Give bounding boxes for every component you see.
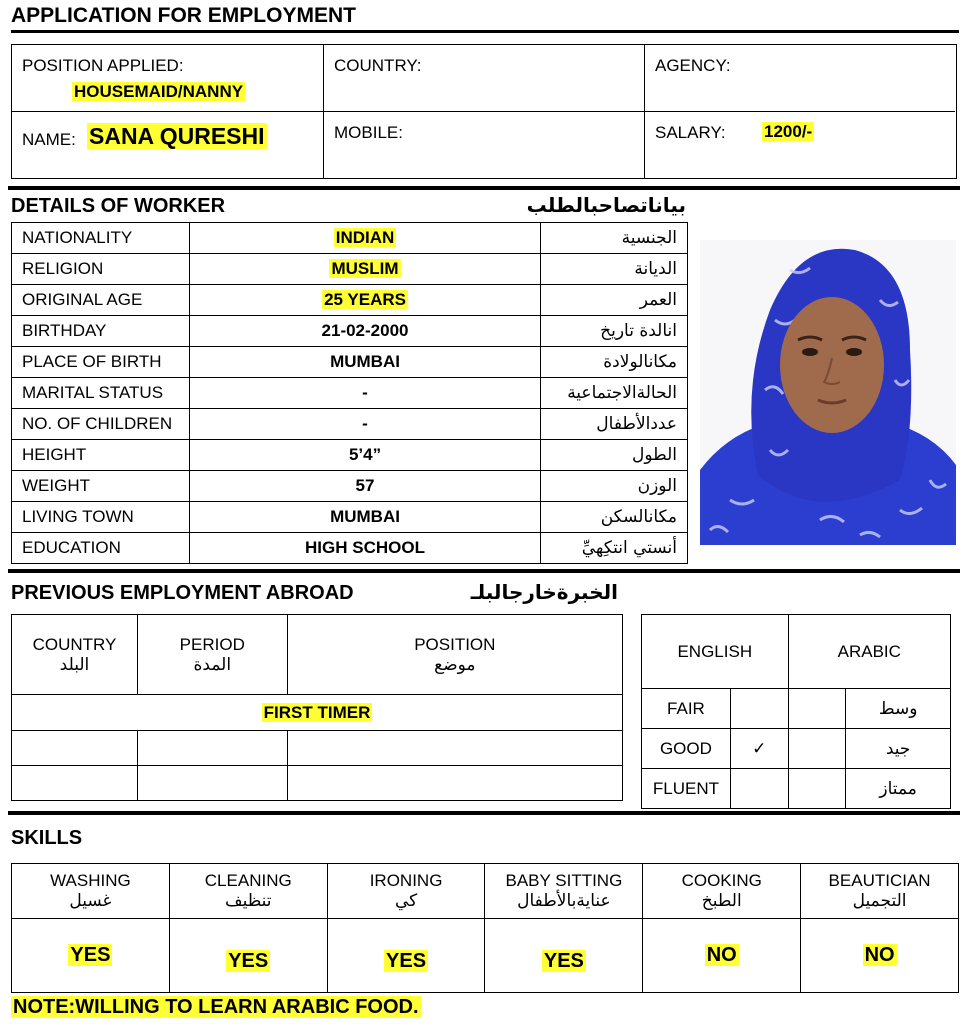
col-period-label: PERIOD [179,634,245,654]
country-label: COUNTRY: [334,56,422,75]
detail-value: - [362,414,368,433]
mobile-label: MOBILE: [334,123,403,142]
detail-value-cell [189,223,540,254]
detail-label-ar: الطول [541,440,688,471]
skill-header [801,864,959,919]
detail-label: RELIGION [12,254,190,285]
empty-cell [12,731,138,766]
salary-value: 1200/- [764,122,813,141]
table-row [12,440,688,471]
arabic-level: جيد [846,729,951,769]
name-label: NAME: [22,130,76,149]
details-title: DETAILS OF WORKER [11,195,226,217]
detail-value-cell [189,440,540,471]
detail-label: EDUCATION [12,533,190,564]
skill-name-ar: تنظيف [224,891,272,911]
detail-value: 21-02-2000 [321,321,409,340]
col-period [137,615,287,695]
skill-value: YES [228,949,269,972]
table-row [12,533,688,564]
first-timer-value: FIRST TIMER [263,702,371,722]
arabic-check [788,769,846,809]
skill-value: YES [386,949,427,972]
header-table [11,44,957,179]
detail-label: PLACE OF BIRTH [12,347,190,378]
arabic-level: ممتاز [846,769,951,809]
skill-header [485,864,643,919]
col-period-label-ar: المدة [193,654,232,675]
language-table [641,614,951,809]
col-country [12,615,138,695]
skill-name-ar: كي [394,891,418,911]
detail-label: WEIGHT [12,471,190,502]
divider [8,186,960,190]
detail-value-cell [189,285,540,316]
detail-value-cell [189,533,540,564]
table-row [12,254,688,285]
detail-value-cell [189,409,540,440]
table-row [12,471,688,502]
arabic-check [788,689,846,729]
skill-name: BABY SITTING [505,871,623,890]
arabic-header: ARABIC [788,615,950,689]
empty-cell [137,766,287,801]
english-level: FLUENT [642,769,731,809]
detail-label-ar: عددالأطفال [541,409,688,440]
skill-header [169,864,327,919]
detail-value-cell [189,378,540,409]
english-check [730,769,788,809]
skill-value: NO [864,943,895,966]
arabic-level: وسط [846,689,951,729]
skill-value: YES [543,949,584,972]
skill-name-ar: عنايةبالأطفال [517,891,611,911]
detail-label-ar: العمر [541,285,688,316]
detail-value: - [362,383,368,402]
skill-name: WASHING [50,871,131,890]
empty-cell [12,766,138,801]
previous-employment-table [11,614,623,801]
english-header: ENGLISH [642,615,789,689]
empty-cell [287,731,622,766]
detail-label: HEIGHT [12,440,190,471]
col-position-label: POSITION [414,634,496,654]
skill-value-cell [169,919,327,993]
skills-title: SKILLS [11,827,83,849]
detail-label: BIRTHDAY [12,316,190,347]
col-country-label: COUNTRY [32,634,117,654]
detail-label: MARITAL STATUS [12,378,190,409]
skill-value-cell [801,919,959,993]
skill-value-cell [327,919,485,993]
skill-name: IRONING [369,871,443,890]
detail-value-cell [189,254,540,285]
detail-label-ar: الوزن [541,471,688,502]
detail-value-cell [189,502,540,533]
detail-value: MUSLIM [331,259,399,278]
previous-title-ar: الخبرةخارجالبلـ [470,580,618,604]
note-text: NOTE:WILLING TO LEARN ARABIC FOOD. [13,996,419,1018]
table-row [642,689,951,729]
previous-title: PREVIOUS EMPLOYMENT ABROAD [11,582,354,604]
salary-label: SALARY: [655,123,726,142]
skills-table [11,863,959,993]
detail-value: INDIAN [335,228,395,247]
detail-value-cell [189,347,540,378]
detail-label-ar: انالدة تاريخ [541,316,688,347]
table-row [642,769,951,809]
detail-label: ORIGINAL AGE [12,285,190,316]
position-value: HOUSEMAID/NANNY [74,82,244,101]
empty-cell [287,766,622,801]
details-table [11,222,688,564]
divider [12,111,955,112]
detail-label: NO. OF CHILDREN [12,409,190,440]
skill-header [643,864,801,919]
skill-value: YES [70,943,111,966]
skill-name-ar: التجميل [852,891,907,911]
detail-label-ar: الجنسية [541,223,688,254]
table-row [12,347,688,378]
table-row [12,502,688,533]
table-row [12,409,688,440]
detail-label-ar: الحالةالاجتماعية [541,378,688,409]
skill-value: NO [706,943,737,966]
table-row [12,316,688,347]
table-row [12,695,623,731]
detail-label-ar: أنستي انتكِهيِّ [541,533,688,564]
detail-label-ar: مكانالولادة [541,347,688,378]
skill-header [327,864,485,919]
table-row [642,729,951,769]
divider [8,811,960,815]
english-check [730,689,788,729]
details-title-ar: بياناتصاحبالطلب [526,193,686,217]
skill-value-cell [643,919,801,993]
table-row [12,285,688,316]
detail-value-cell [189,471,540,502]
detail-value: 57 [355,476,375,495]
col-position-label-ar: موضع [434,654,476,675]
detail-value: MUMBAI [330,507,400,526]
english-level: FAIR [642,689,731,729]
divider [8,569,960,573]
detail-value: 5’4” [348,445,382,464]
detail-label-ar: مكانالسكن [541,502,688,533]
worker-photo [700,240,956,545]
table-row [12,223,688,254]
page-title: APPLICATION FOR EMPLOYMENT [11,4,356,27]
skill-name: CLEANING [204,871,292,890]
skill-name: BEAUTICIAN [828,871,931,890]
skill-header [12,864,170,919]
empty-cell [137,731,287,766]
detail-label: LIVING TOWN [12,502,190,533]
detail-value-cell [189,316,540,347]
divider [11,30,959,33]
detail-label-ar: الديانة [541,254,688,285]
skill-value-cell [12,919,170,993]
name-value: SANA QURESHI [89,123,265,149]
position-label: POSITION APPLIED: [22,56,184,75]
detail-value: MUMBAI [330,352,400,371]
detail-value: 25 YEARS [324,290,406,309]
agency-label: AGENCY: [655,56,731,75]
table-row [12,378,688,409]
col-country-label-ar: البلد [59,654,90,675]
skill-name-ar: غسيل [69,891,112,911]
skill-name-ar: الطبخ [701,891,742,911]
english-check: ✓ [730,729,788,769]
skill-name: COOKING [681,871,762,890]
detail-value: HIGH SCHOOL [305,538,425,557]
col-position [287,615,622,695]
skill-value-cell [485,919,643,993]
detail-label: NATIONALITY [12,223,190,254]
arabic-check [788,729,846,769]
english-level: GOOD [642,729,731,769]
